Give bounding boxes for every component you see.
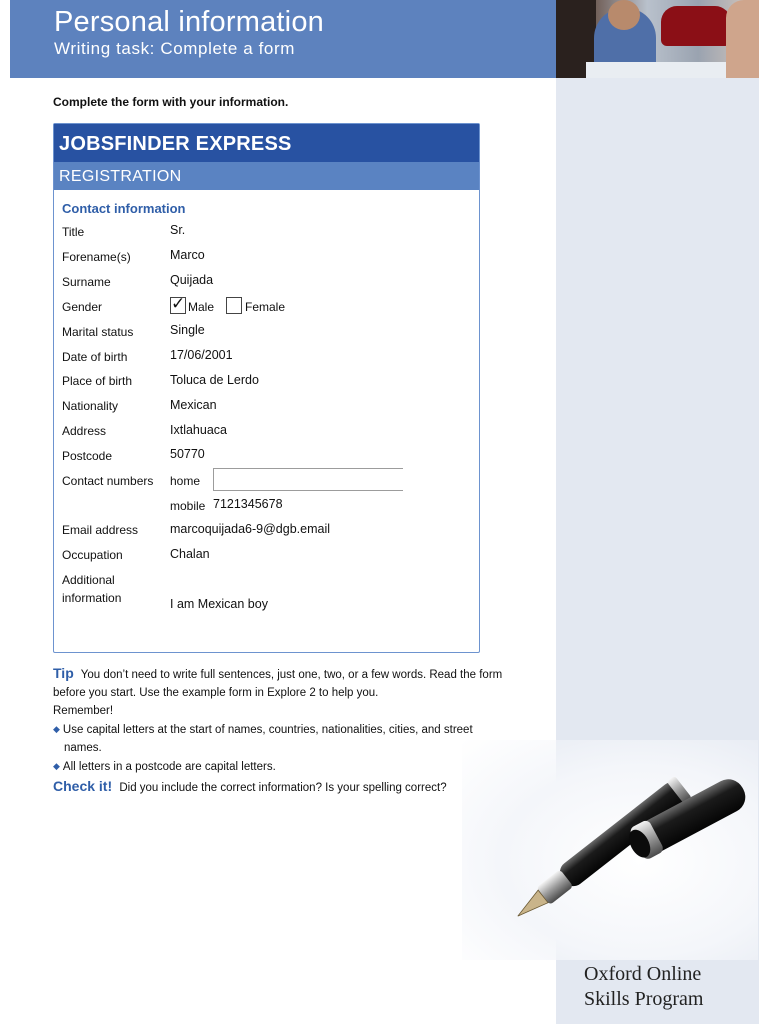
forename-label: Forename(s)	[62, 250, 131, 264]
diamond-bullet-icon: ◆	[53, 724, 60, 734]
gender-label: Gender	[62, 300, 103, 314]
page-subtitle: Writing task: Complete a form	[54, 39, 295, 58]
registration-form	[53, 123, 480, 653]
brand-line-2: Skills Program	[584, 988, 704, 1010]
address-label: Address	[62, 424, 107, 438]
diamond-bullet-icon: ◆	[53, 761, 60, 771]
mobile-value[interactable]: 7121345678	[213, 497, 283, 511]
pob-label: Place of birth	[62, 374, 133, 388]
page-title: Personal information	[54, 6, 324, 38]
email-label: Email address	[62, 523, 139, 537]
additional-label-line2: information	[62, 591, 122, 605]
bullet-item-1	[53, 720, 553, 739]
oxford-logo	[584, 962, 744, 1012]
header-photo	[556, 0, 759, 78]
female-label: Female	[245, 300, 286, 314]
female-checkbox[interactable]	[226, 297, 242, 314]
brand-line-1: Oxford Online	[584, 963, 702, 985]
check-it-text: Did you include the correct information? Is your spelling correct?	[119, 782, 447, 794]
marital-value[interactable]: Single	[170, 323, 205, 337]
occupation-value[interactable]: Chalan	[170, 547, 210, 561]
pob-value[interactable]: Toluca de Lerdo	[170, 373, 259, 387]
email-value[interactable]: marcoquijada6-9@dgb.email	[170, 522, 330, 536]
dob-label: Date of birth	[62, 350, 128, 364]
address-value[interactable]: Ixtlahuaca	[170, 423, 227, 437]
remember-label: Remember!	[53, 705, 114, 717]
tip-heading: Tip	[53, 665, 74, 681]
bullet-2-text: All letters in a postcode are capital letters.	[62, 761, 276, 773]
forename-value[interactable]: Marco	[170, 248, 205, 262]
surname-value[interactable]: Quijada	[170, 273, 214, 287]
title-label: Title	[62, 225, 85, 239]
page-header	[10, 0, 556, 78]
occupation-label: Occupation	[62, 548, 123, 562]
surname-label: Surname	[62, 275, 111, 289]
form-brand-bar: JOBSFINDER EXPRESS	[54, 124, 479, 162]
title-value[interactable]: Sr.	[170, 223, 186, 237]
home-label: home	[170, 474, 201, 488]
form-section-bar: REGISTRATION	[54, 162, 479, 190]
bullet-1-continued: names.	[64, 742, 102, 754]
fountain-pen-illustration	[462, 740, 758, 960]
tip-text-1: You don’t need to write full sentences, just one, two, or a few words. Read the form	[80, 669, 503, 681]
check-it-heading: Check it!	[53, 778, 113, 794]
dob-value[interactable]: 17/06/2001	[170, 348, 233, 362]
additional-value[interactable]: I am Mexican boy	[170, 597, 268, 611]
postcode-label: Postcode	[62, 449, 113, 463]
bullet-1-text: Use capital letters at the start of names, countries, nationalities, cities, and street	[62, 724, 473, 736]
mobile-label: mobile	[170, 499, 206, 513]
nationality-value[interactable]: Mexican	[170, 398, 217, 412]
home-phone-field[interactable]	[213, 468, 403, 491]
checkmark-icon: ✓	[171, 294, 186, 313]
instruction-text: Complete the form with your information.	[53, 95, 289, 109]
marital-label: Marital status	[62, 325, 134, 339]
contact-numbers-label: Contact numbers	[62, 474, 154, 488]
male-label: Male	[188, 300, 215, 314]
contact-info-heading: Contact information	[62, 201, 186, 216]
additional-label-line1: Additional	[62, 573, 115, 587]
pen-icon	[462, 740, 758, 960]
postcode-value[interactable]: 50770	[170, 447, 205, 461]
tip-line-1	[53, 664, 553, 684]
nationality-label: Nationality	[62, 399, 119, 413]
tip-text-2: before you start. Use the example form in Explore 2 to help you.	[53, 687, 379, 699]
male-checkbox[interactable]	[170, 294, 186, 314]
